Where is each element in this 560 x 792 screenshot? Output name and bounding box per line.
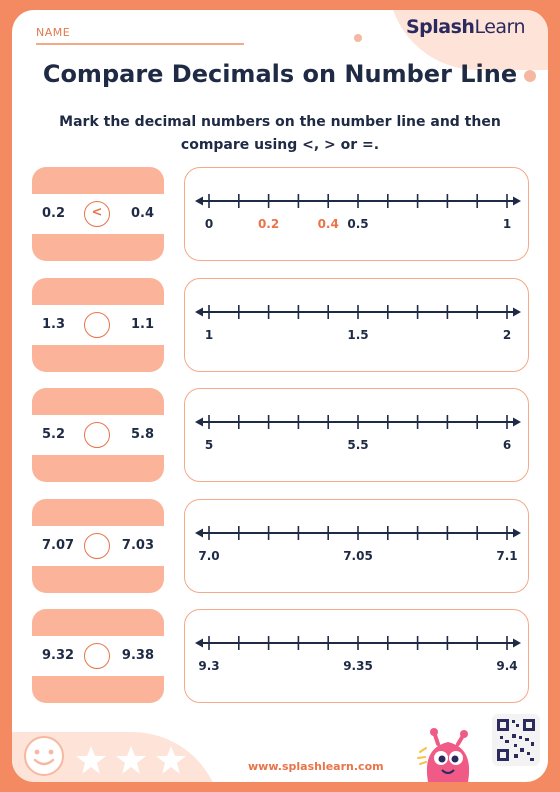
arrow-left-icon	[195, 529, 203, 538]
tick-label: 0.4	[317, 217, 339, 231]
arrow-right-icon	[513, 197, 521, 206]
tick-label: 5.5	[347, 438, 369, 452]
number-line-card	[184, 609, 529, 703]
tick-label: 1	[204, 328, 214, 342]
arrow-left-icon	[195, 639, 203, 648]
star-icon-row	[74, 744, 204, 778]
number-line-card	[184, 167, 529, 261]
number-line[interactable]	[185, 610, 530, 704]
number-line-card	[184, 278, 529, 372]
first-number: 1.3	[42, 317, 66, 332]
tick-label: 9.35	[343, 659, 373, 673]
second-number: 5.8	[130, 427, 154, 442]
tick-label: 0.5	[347, 217, 369, 231]
first-number: 9.32	[42, 648, 75, 663]
name-field-line[interactable]	[36, 43, 244, 45]
decorative-dot	[354, 34, 362, 42]
number-line[interactable]	[185, 168, 530, 262]
name-label: NAME	[36, 26, 71, 39]
number-line-card	[184, 388, 529, 482]
brand-bold: Splash	[406, 16, 475, 38]
tick-label: 5	[204, 438, 214, 452]
worksheet	[12, 10, 548, 782]
first-number: 0.2	[42, 206, 66, 221]
page-title: Compare Decimals on Number Line	[42, 60, 518, 88]
brand-logo	[406, 16, 525, 38]
tick-label: 7.1	[496, 549, 518, 563]
tick-label: 0.2	[257, 217, 280, 231]
first-number: 7.07	[42, 538, 75, 553]
monster-mascot-icon	[408, 722, 488, 782]
arrow-right-icon	[513, 418, 521, 427]
tick-label: 2	[502, 328, 512, 342]
tick-label: 0	[204, 217, 214, 231]
comparison-card	[32, 609, 164, 703]
number-line-card	[184, 499, 529, 593]
comparison-card	[32, 499, 164, 593]
instructions-line-2: compare using <, > or =.	[180, 137, 380, 153]
footer-url: www.splashlearn.com	[248, 760, 384, 773]
number-line[interactable]	[185, 500, 530, 594]
star-icon	[156, 746, 186, 774]
tick-label: 9.4	[496, 659, 518, 673]
tick-label: 7.0	[198, 549, 220, 563]
tick-label: 1	[502, 217, 512, 231]
second-number: 9.38	[121, 648, 154, 663]
second-number: 1.1	[130, 317, 154, 332]
arrow-left-icon	[195, 308, 203, 317]
instructions	[40, 111, 520, 157]
tick-label: 1.5	[347, 328, 369, 342]
second-number: 0.4	[130, 206, 154, 221]
star-icon	[116, 746, 146, 774]
answer-circle[interactable]: <	[84, 201, 110, 227]
number-line[interactable]	[185, 389, 530, 483]
qr-code-icon	[492, 714, 540, 766]
star-icon	[76, 746, 106, 774]
arrow-right-icon	[513, 529, 521, 538]
arrow-right-icon	[513, 308, 521, 317]
comparison-card	[32, 278, 164, 372]
arrow-right-icon	[513, 639, 521, 648]
second-number: 7.03	[121, 538, 154, 553]
answer-circle[interactable]	[84, 312, 110, 338]
brand-light: Learn	[474, 16, 526, 38]
answer-circle[interactable]	[84, 533, 110, 559]
tick-label: 9.3	[198, 659, 220, 673]
arrow-left-icon	[195, 197, 203, 206]
smiley-face-icon	[22, 734, 66, 778]
tick-label: 7.05	[343, 549, 373, 563]
first-number: 5.2	[42, 427, 66, 442]
comparison-card	[32, 388, 164, 482]
answer-circle[interactable]	[84, 643, 110, 669]
number-line[interactable]	[185, 279, 530, 373]
tick-label: 6	[502, 438, 512, 452]
arrow-left-icon	[195, 418, 203, 427]
comparison-card	[32, 167, 164, 261]
answer-circle[interactable]	[84, 422, 110, 448]
instructions-line-1: Mark the decimal numbers on the number line and then	[59, 114, 501, 130]
